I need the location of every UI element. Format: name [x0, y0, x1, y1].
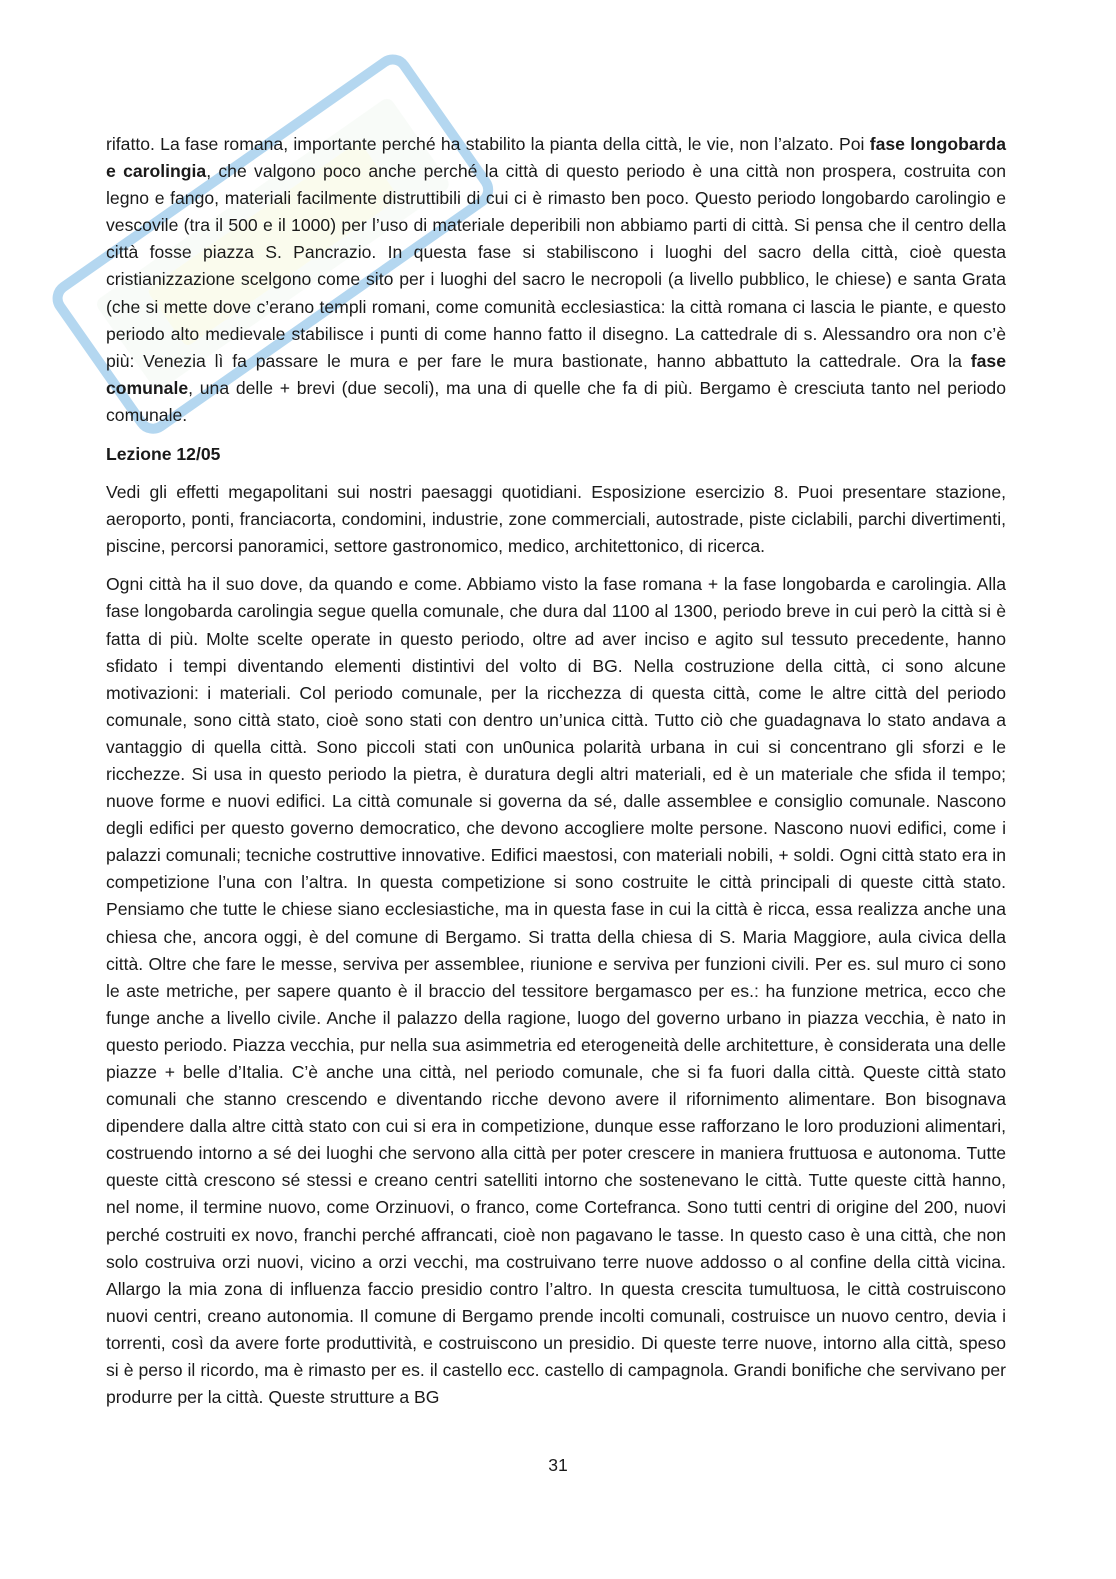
paragraph-megapolitan-effects: Vedi gli effetti megapolitani sui nostri paesaggi quotidiani. Esposizione esercizio 8. Puoi presentare stazione, aeroporto, ponti, franciacorta, condomini, industrie, zone commerciali, autostrade, piste ciclabili, parchi divertimenti, piscine, percorsi panoramici, settore gastronomico, medico, architettonico, di ricerca. [106, 482, 1006, 557]
paragraph-communal-phase: Ogni città ha il suo dove, da quando e come. Abbiamo visto la fase romana + la fase longobarda e carolingia. Alla fase longobarda carolingia segue quella comunale, che dura dal 1100 al 1300, periodo breve in cui però la città si è fatta di più. Molte scelte operate in questo periodo, oltre ad aver inciso e agito sul tessuto precedente, hanno sfidato i tempi diventando elementi distintivi del volto di BG. Nella costruzione della città, ci sono alcune motivazioni: i materiali. Col periodo comunale, per la ricchezza di questa città, come le altre città del periodo comunale, sono città stato, cioè sono stati con dentro un’unica città. Tutto ciò che guadagnava lo stato andava a vantaggio di quella città. Sono piccoli stati con un0unica polarità urbana in cui si concentrano gli sforzi e le ricchezze. Si usa in questo periodo la pietra, è duratura degli altri materiali, ed è un materiale che sfida il tempo; nuove forme e nuovi edifici. La città comunale si governa da sé, dalle assemblee e consiglio comunale. Nascono degli edifici per questo governo democratico, che devono accogliere molte persone. Nascono nuovi edifici, come i palazzi comunali; tecniche costruttive innovative. Edifici maestosi, con materiali nobili, + soldi. Ogni città stato era in competizione l’una con l’altra. In questa competizione si sono costruite le città principali di queste città stato. Pensiamo che tutte le chiese siano ecclesiastiche, ma in questa fase in cui la città è ricca, essa realizza anche una chiesa che, ancora oggi, è del comune di Bergamo. Si tratta della chiesa di S. Maria Maggiore, aula civica della città. Oltre che fare le messe, serviva per assemblee, riunione e serviva per funzioni civili. Per es. sul muro ci sono le aste metriche, per sapere quanto è il braccio del tessitore bergamasco per es.: ha funzione metrica, ecco che funge anche a livello civile. Anche il palazzo della ragione, luogo del governo urbano in piazza vecchia, è nato in questo periodo. Piazza vecchia, pur nella sua asimmetria ed eterogeneità delle architetture, è considerata una delle piazze + belle d’Italia. C’è anche una città, nel periodo comunale, che si fa fuori dalla città. Queste città stato comunali che stanno crescendo e diventando ricche devono avere il rifornimento alimentare. Bon bisognava dipendere dalla altre città stato con cui si era in competizione, dunque esse rafforzano le loro produzioni alimentari, costruendo intorno a sé dei luoghi che servono alla città per poter crescere in maniera fruttuosa e autonoma. Tutte queste città crescono sé stessi e creano centri satelliti intorno che sostenevano le città. Tutte queste città hanno, nel nome, il termine nuovo, come Orzinuovi, o franco, come Cortefranca. Sono tutti centri di origine del 200, nuovi perché costruiti ex novo, franchi perché affrancati, cioè non pagavano le tasse. In questo caso è una città, che non solo costruiva orzi nuovi, vicino a orzi vecchi, ma costruivano terre nuove addosso o al confine della città vicina. Allargo la mia zona di influenza faccio presidio contro l’altro. In questa crescita tumultuosa, le città costruiscono nuovi centri, creano autonomia. Il comune di Bergamo prende incolti comunali, costruisce un nuovo centro, devia i torrenti, così da avere forte produttività, e costruiscono un presidio. Di queste terre nuove, intorno alla città, speso si è perso il ricordo, ma è rimasto per es. il castello ecc. castello di campagnola. Grandi bonifiche che servivano per produrre per la città. Queste strutture a BG [106, 574, 1006, 1408]
page-number: 31 [548, 1455, 568, 1475]
document-page [106, 131, 1006, 1411]
paragraph-1-text-a: rifatto. La fase romana, importante perché ha stabilito la pianta della città, le vie, non l’alzato. Poi [106, 134, 870, 154]
paragraph-roman-phase [106, 131, 1006, 429]
bold-fase-longobarda: fase longobarda e carolingia [106, 134, 1007, 182]
bold-fase-comunale: fase comunale [106, 350, 1006, 398]
paragraph-1-text-b: , che valgono poco anche perché la città di questo periodo è una città non prospera, costruita con legno e fango, materiali facilmente distruttibili di cui ci è rimasto ben poco. Questo periodo longobardo carolingio e vescovile (tra il 500 e il 1000) per l’uso di materiale deperibili non abbiamo parti di città. Si pensa che il centro della città fosse piazza S. Pancrazio. In questa fase si stabiliscono i luoghi del sacro della città, cioè questa cristianizzazione scelgono come sito per i luoghi del sacro le necropoli (a livello pubblico, le chiese) e santa Grata (che si mette dove c’erano templi romani, come comunità ecclesiastica: la città romana ci lascia le piante, e questo periodo alto medievale stabilisce i punti di come hanno fatto il disegno. La cattedrale di s. Alessandro ora non c’è più: Venezia lì fa passare le mura e per fare le mura bastionate, hanno abbattuto la cattedrale. Ora la [106, 161, 1006, 371]
paragraph-1-text-c: , una delle + brevi (due secoli), ma una di quelle che fa di più. Bergamo è cresciuta tanto nel periodo comunale. [106, 377, 1006, 425]
lesson-heading: Lezione 12/05 [106, 444, 221, 465]
